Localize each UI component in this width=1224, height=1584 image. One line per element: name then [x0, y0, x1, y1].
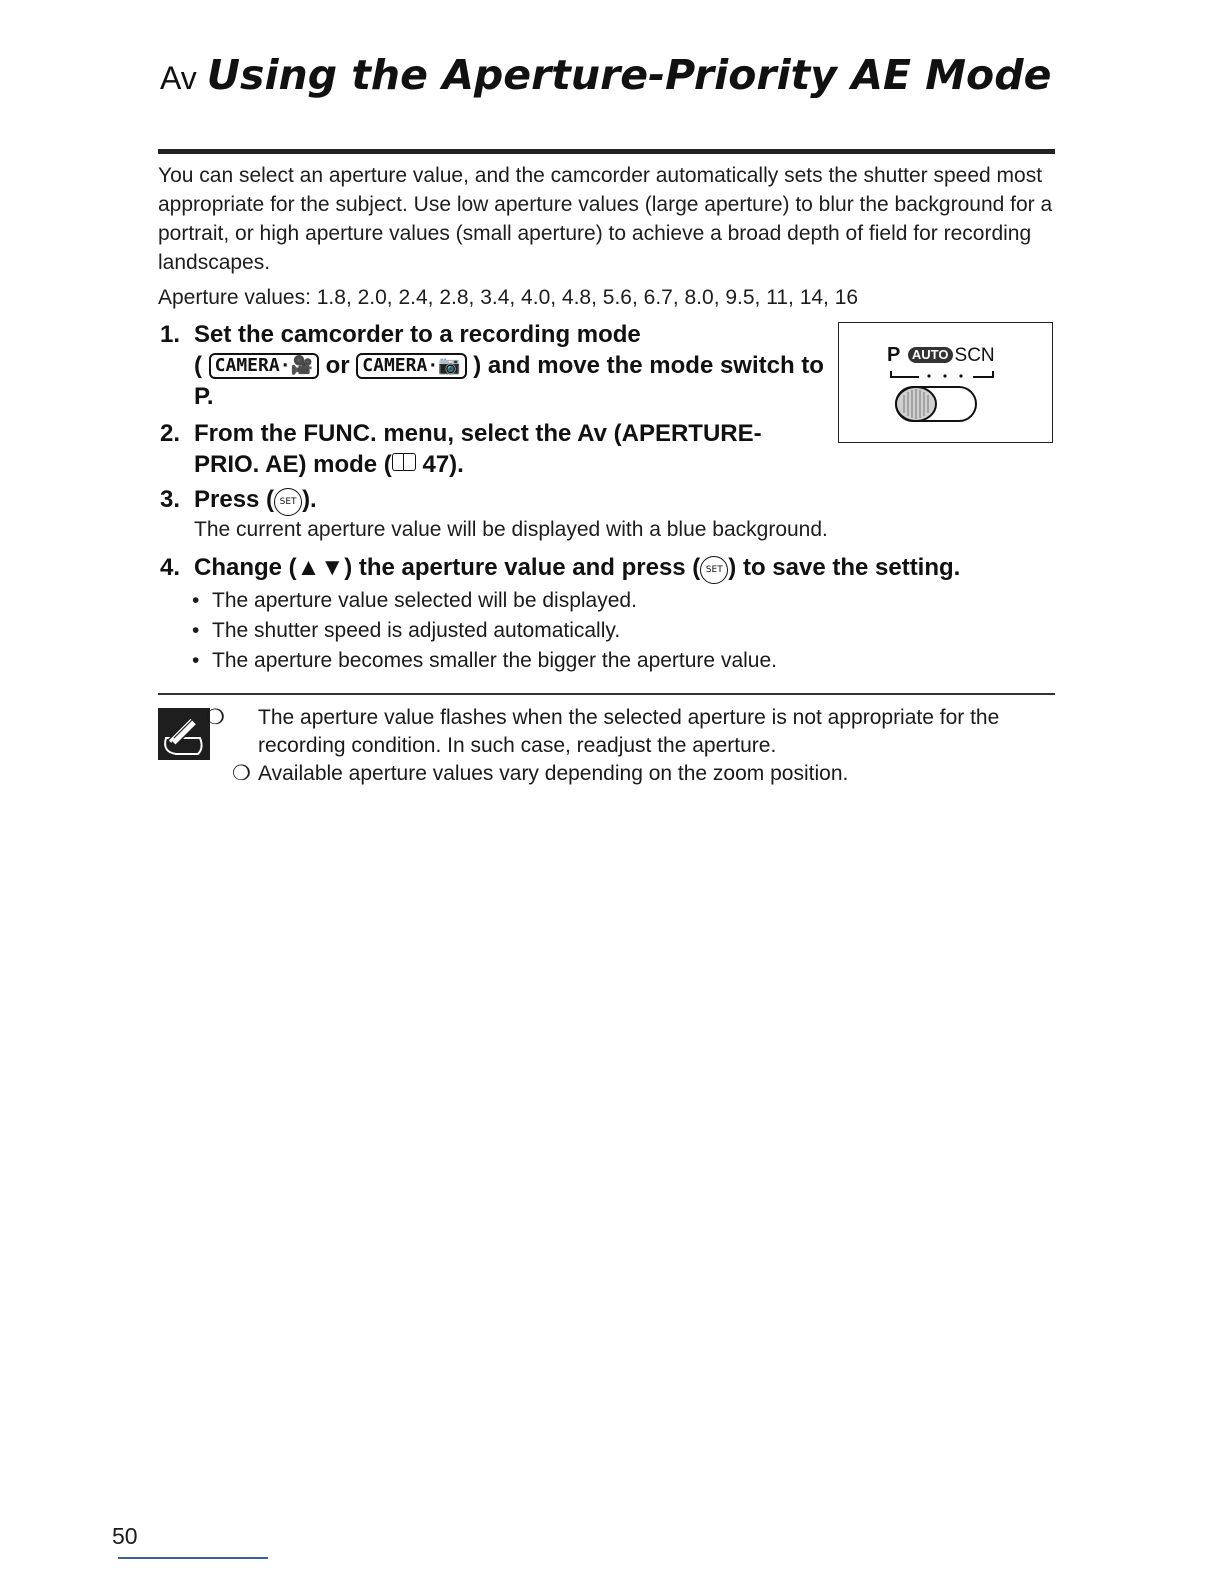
step-end: ). — [449, 451, 464, 478]
page-number: 50 — [112, 1523, 138, 1549]
step-end: ). — [302, 486, 317, 513]
page-reference: 47 — [422, 451, 450, 478]
camera-photo-mode-icon: CAMERA·📷 — [356, 353, 466, 379]
step-number: 3. — [160, 486, 181, 513]
mode-labels — [887, 343, 995, 368]
step-number: 4. — [160, 554, 181, 581]
step-paren: ( — [194, 352, 202, 379]
intro-paragraph: You can select an aperture value, and the camcorder automatically sets the shutter speed most appropriate for the subject. Use low aperture values (large aperture) to blur the background for a portrait, or high aperture values (small aperture) to achieve a broad depth of field for recording landscapes. — [158, 164, 1053, 274]
set-button-icon: SET — [700, 556, 728, 584]
step-text: Set the camcorder to a recording mode — [194, 321, 641, 348]
step-text-end: ) to save the setting. — [728, 554, 961, 581]
step-1 — [160, 319, 824, 414]
book-reference-icon — [392, 453, 416, 471]
list-item: • The aperture value selected will be displayed. — [192, 589, 637, 612]
list-item-text: The aperture becomes smaller the bigger the aperture value. — [212, 649, 777, 672]
mode-switch-diagram — [838, 322, 1053, 443]
step-number: 2. — [160, 420, 181, 447]
step-text: From the FUNC. menu, select the Av (APERTURE-PRIO. AE) mode ( — [194, 420, 762, 478]
notes-divider — [158, 693, 1055, 695]
list-item: • The shutter speed is adjusted automatically. — [192, 619, 621, 642]
note-item — [206, 704, 1062, 760]
step-4 — [160, 552, 1060, 584]
step-number: 1. — [160, 321, 181, 348]
step-text: Press ( — [194, 486, 275, 513]
note-text: Available aperture values vary depending on the zoom position. — [258, 762, 849, 785]
mode-switch-icon — [894, 383, 980, 425]
list-item-text: The aperture value selected will be displayed. — [212, 589, 637, 612]
step-text-continued: ) the aperture value and press ( — [344, 554, 701, 581]
up-down-arrows-icon: ▲▼ — [296, 554, 345, 581]
step-4-bullets — [192, 586, 1052, 676]
av-mode-label: Av — [160, 60, 197, 96]
camera-movie-mode-icon: CAMERA·🎥 — [209, 353, 319, 379]
list-item: • The aperture becomes smaller the bigger the aperture value. — [192, 649, 777, 672]
note-pencil-icon — [158, 708, 210, 760]
step-or: or — [325, 352, 350, 379]
step-3-description: The current aperture value will be displayed with a blue background. — [194, 518, 828, 541]
page-title — [160, 52, 1060, 102]
mode-label-p: P — [887, 344, 901, 366]
title-divider — [158, 149, 1055, 154]
note-text: The aperture value flashes when the selected aperture is not appropriate for the recording condition. In such case, readjust the aperture. — [258, 706, 1000, 757]
page-title-text: Using the Aperture-Priority AE Mode — [206, 51, 1052, 99]
footer-divider — [118, 1557, 268, 1559]
note-item — [232, 760, 1062, 788]
step-2 — [160, 418, 820, 482]
switch-target-p: P — [194, 383, 207, 410]
mode-position-ticks — [889, 369, 997, 379]
step-text: Change ( — [194, 554, 297, 581]
set-button-icon: SET — [274, 488, 302, 516]
step-end: . — [206, 383, 214, 410]
step-text-continued: ) and move the mode switch to — [473, 352, 824, 379]
note-bullet: ❍ — [206, 706, 225, 729]
step-3 — [160, 484, 460, 516]
aperture-values-line: Aperture values: 1.8, 2.0, 2.4, 2.8, 3.4, 4.0, 4.8, 5.6, 6.7, 8.0, 9.5, 11, 14, 16 — [158, 286, 859, 309]
note-bullet: ❍ — [232, 762, 251, 785]
list-item-text: The shutter speed is adjusted automatically. — [212, 619, 621, 642]
mode-label-auto: AUTO — [908, 347, 953, 363]
mode-label-scn: SCN — [954, 345, 995, 366]
